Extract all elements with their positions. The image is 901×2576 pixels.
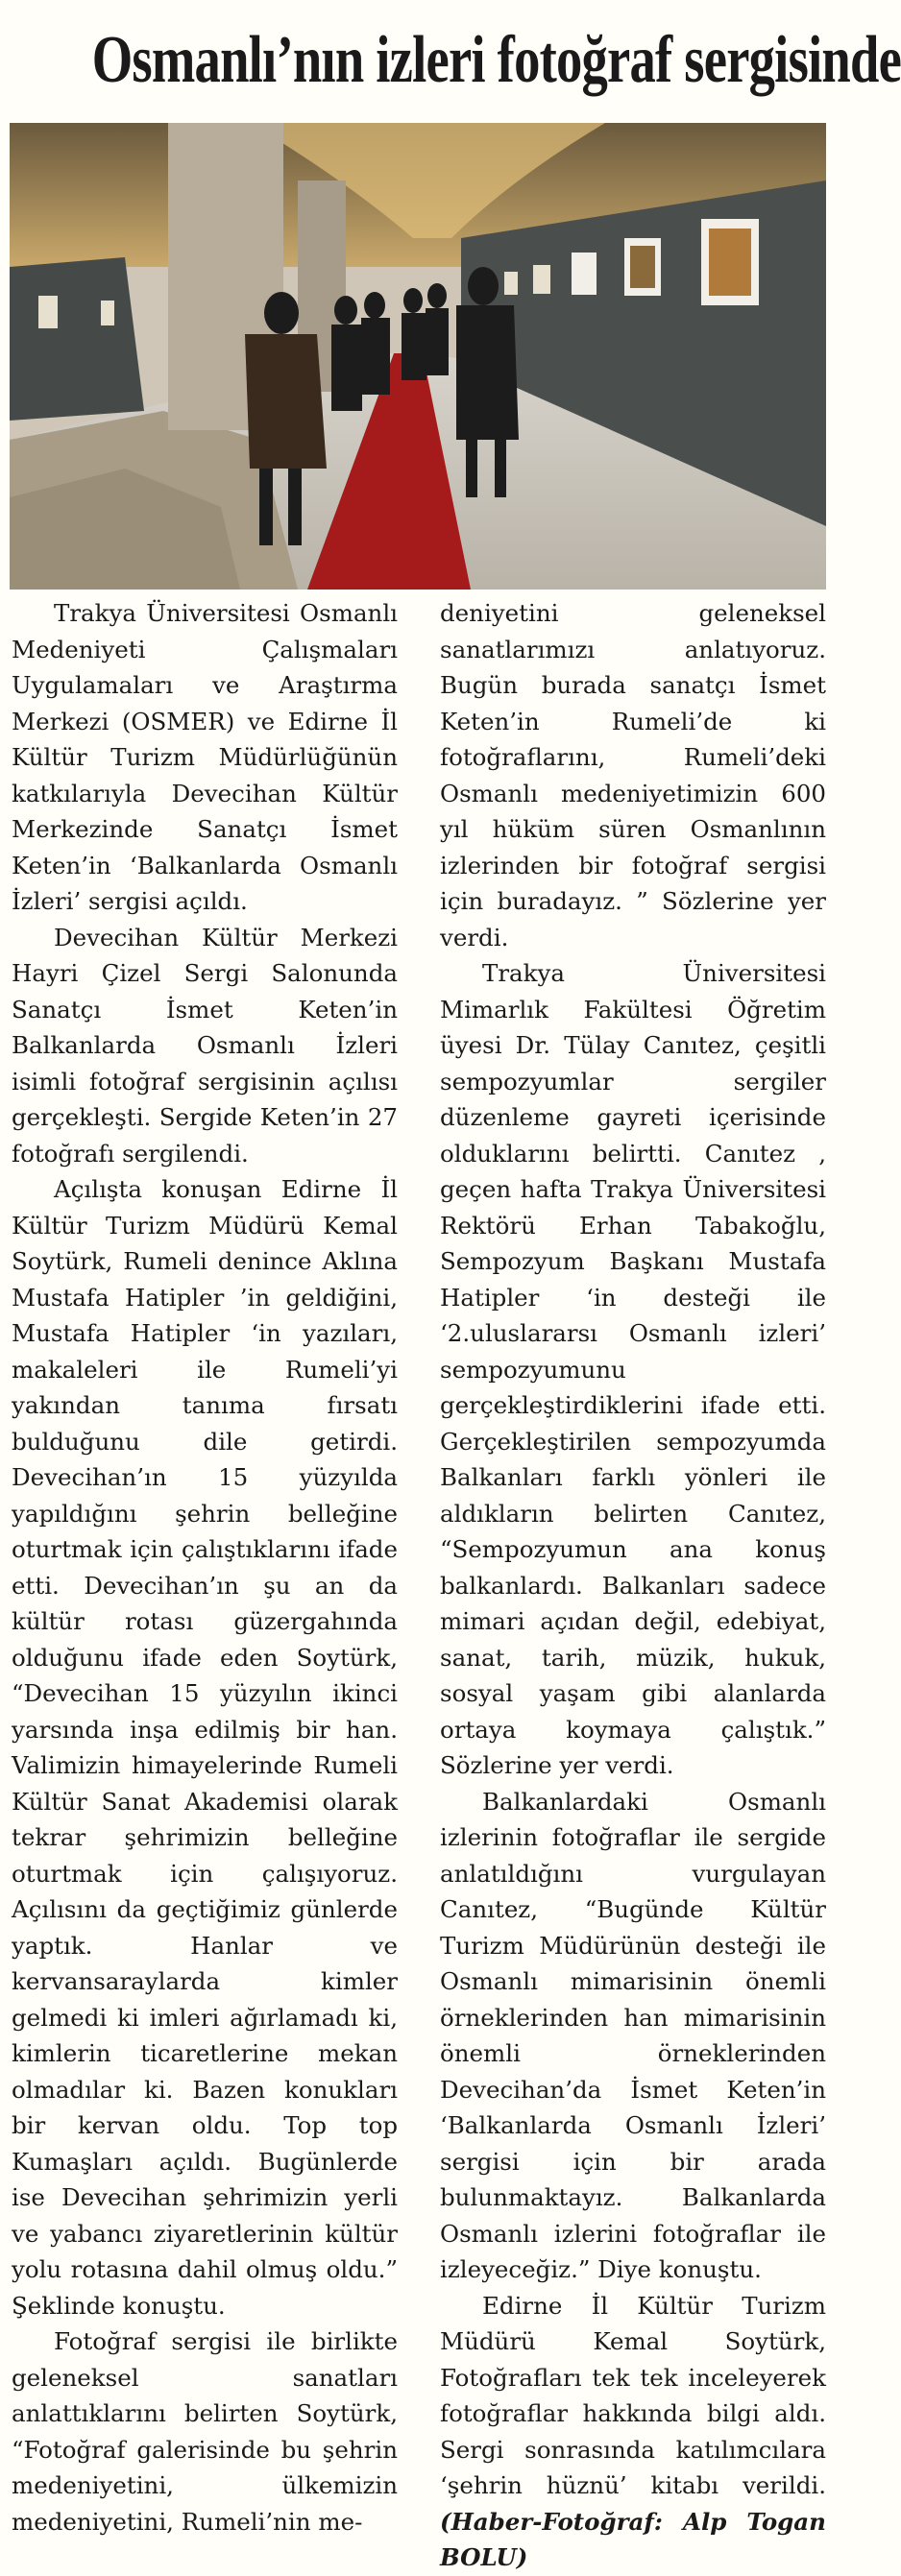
exhibition-photo — [10, 123, 826, 590]
closing-text: Edirne İl Kültür Turizm Müdürü Kemal Soytürk, Fotoğrafları tek tek inceleyerek fotoğraflar hakkında bilgi aldı. Sergi sonrasında katılımcılara ‘şehrin hüznü’ kitabı verildi. — [440, 2291, 826, 2499]
paragraph: Fotoğraf sergisi ile birlikte geleneksel sanatları anlattıklarını belirten Soytürk, “Fotoğraf galerisinde bu şehrin medeniyetini, ülkemizin medeniyetini, Rumeli’nin me- — [12, 2327, 398, 2536]
exhibition-photo-icon — [10, 123, 826, 590]
article-body — [12, 595, 826, 2571]
paragraph: deniyetini geleneksel sanatlarımızı anlatıyoruz. Bugün burada sanatçı İsmet Keten’in Rumeli’de ki fotoğraflarını, Rumeli’deki Osmanlı medeniyetimizin 600 yıl hüküm süren Osmanlının izlerinden bir fotoğraf sergisi için buradayız. ” Sözlerine yer verdi. — [440, 599, 826, 951]
column-1 — [12, 595, 398, 2536]
byline: (Haber-Fotoğraf: Alp Togan BOLU) — [440, 2507, 826, 2571]
paragraph: Devecihan Kültür Merkezi Hayri Çizel Sergi Salonunda Sanatçı İsmet Keten’in Balkanlarda Osmanlı İzleri isimli fotoğraf sergisinin açılısı gerçekleşti. Sergide Keten’in 27 fotoğrafı sergilendi. — [12, 923, 398, 1168]
paragraph — [440, 2288, 826, 2576]
paragraph: Trakya Üniversitesi Osmanlı Medeniyeti Çalışmaları Uygulamaları ve Araştırma Merkezi (OSMER) ve Edirne İl Kültür Turizm Müdürlüğünün katkılarıyla Devecihan Kültür Merkezinde Sanatçı İsmet Keten’in ‘Balkanlarda Osmanlı İzleri’ sergisi açıldı. — [12, 599, 398, 915]
column-2 — [440, 595, 826, 2571]
paragraph: Trakya Üniversitesi Mimarlık Fakültesi Öğretim üyesi Dr. Tülay Canıtez, çeşitli sempozyumlar sergiler düzenleme gayreti içerisinde olduklarını belirtti. Canıtez , geçen hafta Trakya Üniversitesi Rektörü Erhan Tabakoğlu, Sempozyum Başkanı Mustafa Hatipler ‘in desteği ile ‘2.uluslararsı Osmanlı izleri’ sempozyumunu gerçekleştirdiklerini ifade etti. Gerçekleştirilen sempozyumda Balkanları farklı yönleri ile aldıkların belirten Canıtez, “Sempozyumun ana konuş balkanlardı. Balkanları sadece mimari açıdan değil, edebiyat, sanat, tarih, müzik, hukuk, sosyal yaşam gibi alanlarda ortaya koymaya çalıştık.” Sözlerine yer verdi. — [440, 959, 826, 1779]
paragraph: Balkanlardaki Osmanlı izlerinin fotoğraflar ile sergide anlatıldığını vurgulayan Canıtez, “Bugünde Kültür Turizm Müdürünün desteği ile Osmanlı mimarisinin önemli örneklerinden han mimarisinin önemli örneklerinden Devecihan’da İsmet Keten’in ‘Balkanlarda Osmanlı İzleri’ sergisi için bir arada bulunmaktayız. Balkanlarda Osmanlı izlerini fotoğraflar ile izleyeceğiz.” Diye konuştu. — [440, 1787, 826, 2283]
headline: Osmanlı’nın izleri fotoğraf sergisinde — [91, 23, 901, 97]
paragraph: Açılışta konuşan Edirne İl Kültür Turizm Müdürü Kemal Soytürk, Rumeli denince Aklına Mustafa Hatipler ’in geldiğini, Mustafa Hatipler ‘in yazıları, makaleleri ile Rumeli’yi yakından tanıma fırsatı bulduğunu dile getirdi. Devecihan’ın 15 yüzyılda yapıldığını şehrin belleğine oturtmak için çalıştıklarını ifade etti. Devecihan’ın şu an da kültür rotası güzergahında olduğunu ifade eden Soytürk, “Devecihan 15 yüzyılın ikinci yarsında inşa edilmiş bir han. Valimizin himayelerinde Rumeli Kültür Sanat Akademisi olarak tekrar şehrimizin belleğine oturtmak için çalışıyoruz. Açılısını da geçtiğimiz günlerde yaptık. Hanlar ve kervansaraylarda kimler gelmedi ki imleri ağırlamadı ki, kimlerin ticaretlerine mekan olmadılar ki. Bazen konukları bir kervan oldu. Top top Kumaşları açıldı. Bugünlerde ise Devecihan şehrimizin yerli ve yabancı ziyaretlerinin kültür yolu rotasına dahil olmuş oldu.” Şeklinde konuştu. — [12, 1175, 398, 2320]
